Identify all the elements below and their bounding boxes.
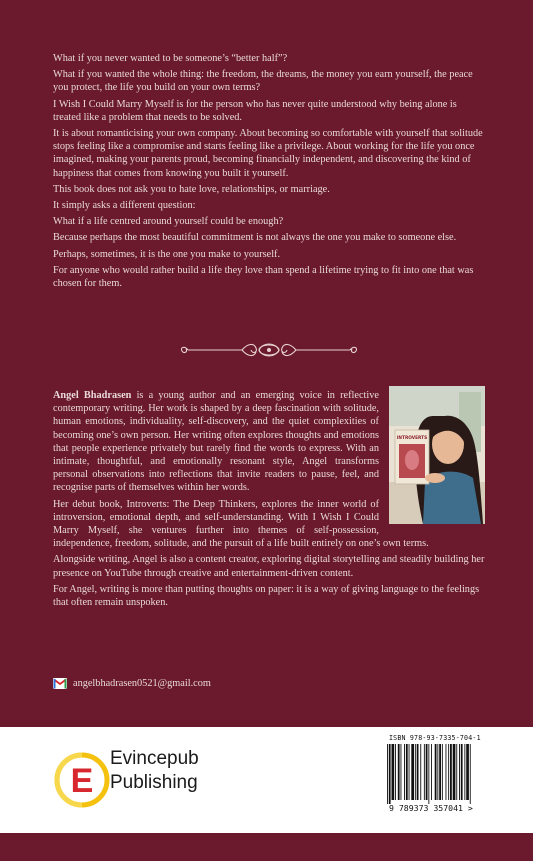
barcode-bar [435, 744, 437, 800]
barcode-bar [461, 744, 463, 800]
barcode-bar [389, 744, 391, 804]
barcode-bar [395, 744, 396, 800]
barcode-bar [387, 744, 388, 804]
barcode-bar [456, 744, 457, 800]
decorative-divider-ornament [180, 341, 358, 359]
publisher-band [0, 727, 533, 833]
blurb-paragraph: What if you never wanted to be someone’s “better half”? [53, 53, 288, 64]
barcode-bar [417, 744, 419, 800]
barcode-bar [470, 744, 471, 804]
publisher-name-line1: Evincepub [110, 748, 199, 769]
barcode-bar [426, 744, 428, 800]
blurb-paragraph: I Wish I Could Marry Myself is for the person who has never quite understood why being alone is treated like a problem that needs to be solved. [53, 98, 457, 123]
barcode-bar [450, 744, 452, 800]
photo-book-title: INTROVERTS [396, 436, 428, 441]
blurb-paragraph: Because perhaps the most beautiful commitment is not always the one you make to someone else. [53, 232, 457, 244]
barcode-bar [431, 744, 432, 800]
logo-letter: E [70, 762, 94, 800]
barcode-bar [398, 744, 400, 800]
barcode-bar [392, 744, 395, 800]
barcode-bar [401, 744, 402, 800]
blurb-paragraph: It is about romanticising your own company. About becoming so comfortable with yourself that solitude stops feeling like a compromise and starts feeling like a privilege. About working for the life you once imagined, making your parents proud, becoming financially independent, and discovering the kind of happiness that comes from knowing you built it yourself. [53, 128, 483, 179]
back-cover-blurb [53, 52, 485, 293]
barcode-bar [409, 744, 410, 800]
barcode-bar [448, 744, 449, 800]
author-contact [53, 678, 211, 689]
bio-paragraph: Her debut book, Introverts: The Deep Thinkers, explores the inner world of introversion, emotional depth, and self-understanding. With I Wish I Could Marry Myself, she ventures further into themes of self-possession, independence, freedom, solitude, and the pursuit of a life built entirely on one’s own terms. [53, 498, 429, 550]
barcode-bar [466, 744, 469, 800]
barcode-bar [464, 744, 465, 800]
blurb-paragraph: What if a life centred around yourself could be enough? [53, 216, 284, 228]
author-photo [389, 386, 485, 524]
barcode-bar [446, 744, 447, 800]
barcode-bar [439, 744, 441, 800]
barcode-bar [406, 744, 408, 800]
publisher-name-line2: Publishing [110, 772, 198, 793]
barcode-bar [437, 744, 438, 800]
barcode-bar [442, 744, 443, 800]
barcode-bar [424, 744, 425, 800]
isbn-barcode [377, 744, 509, 814]
bio-intro-text: is a young author and an emerging voice in reflective contemporary writing. Her work is shaped by a deep fascination with solitude, human emotions, individuality, self-discovery, and the quiet complexities of becoming one’s own person. Her writing often explores thoughts and emotions that people experience privately but rarely find the words to express. With an intimate, thoughtful, and emotionally resonant style, Angel transforms personal observations into reflections that invite readers to pause, feel, and recognise parts of themselves within her words. [53, 390, 379, 494]
barcode-bar [453, 744, 456, 800]
blurb-paragraph: It simply asks a different question: [53, 200, 196, 212]
publisher-name [110, 747, 199, 795]
barcode-bar [420, 744, 421, 800]
bio-paragraph: Alongside writing, Angel is also a content creator, exploring digital storytelling and steadily building her presence on YouTube through creative and entertainment-driven content. [53, 554, 485, 579]
barcode-bar [459, 744, 460, 800]
author-bio [53, 389, 485, 612]
author-email-text: angelbhadrasen0521@gmail.com [73, 678, 211, 689]
isbn-label: ISBN 978-93-7335-704-1 [389, 734, 481, 742]
blurb-paragraph: For anyone who would rather build a life they love than spend a lifetime trying to fit into one that was chosen for them. [53, 264, 474, 290]
blurb-paragraph: Perhaps, sometimes, it is the one you make to yourself. [53, 248, 281, 260]
barcode-bar [428, 744, 429, 804]
blurb-paragraph: This book does not ask you to hate love, relationships, or marriage. [53, 183, 330, 195]
gmail-icon [53, 678, 67, 689]
barcode-digits: 9 789373 357041 > [389, 803, 473, 813]
barcode-bar [411, 744, 414, 800]
barcode-bar [415, 744, 416, 800]
bio-paragraph: For Angel, writing is more than putting thoughts on paper: it is a way of giving language to the feelings that often remain unspoken. [53, 583, 480, 609]
blurb-paragraph: What if you wanted the whole thing: the freedom, the dreams, the money you earn yourself, the peace you protect, the life you build on your own terms? [53, 69, 473, 94]
author-name: Angel Bhadrasen [53, 390, 132, 401]
barcode-bar [404, 744, 405, 800]
